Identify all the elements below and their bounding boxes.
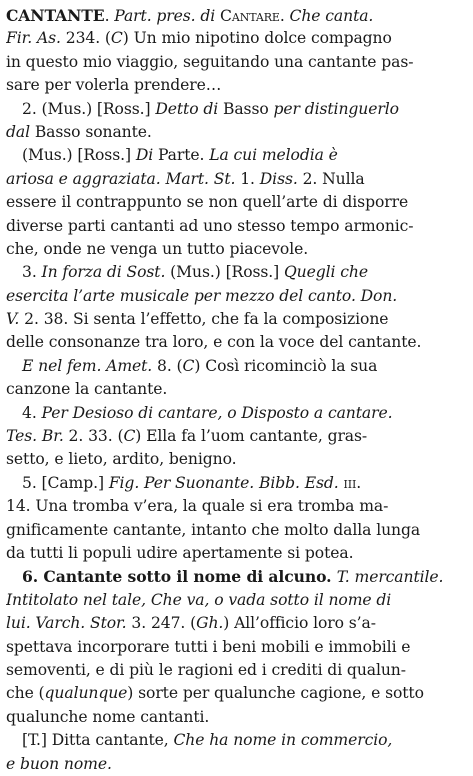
text-run: (Mus.) [Ross.]	[165, 263, 284, 282]
text-run: Che ha nome in commercio,	[173, 731, 393, 750]
text-line	[6, 308, 467, 331]
text-run: La cui melodia è	[209, 146, 338, 165]
text-line	[6, 144, 467, 167]
text-run: C	[123, 427, 136, 446]
text-line	[6, 215, 467, 238]
text-run: Part. pres. di	[114, 7, 221, 25]
text-line	[6, 74, 467, 97]
text-line	[6, 355, 467, 378]
text-run: 2. Nulla	[297, 169, 365, 188]
text-run: Che canta.	[289, 7, 374, 25]
text-line	[6, 589, 467, 612]
text-run: ) sorte per qualunche cagione, e sotto	[127, 684, 424, 703]
text-run: esercita l’arte musicale per mezzo del canto. Don.	[6, 286, 398, 305]
text-run: da tutti li populi udire apertamente si potea.	[6, 543, 354, 562]
text-run: iii	[343, 473, 357, 492]
text-run: Quegli che	[284, 263, 368, 282]
text-run: che, onde ne venga un tutto piacevole.	[6, 239, 309, 258]
text-line	[6, 519, 467, 542]
text-line	[6, 753, 467, 776]
text-run: essere il contrappunto se non quell’arte di disporre	[6, 193, 409, 212]
text-line	[6, 612, 467, 635]
text-run: dal	[6, 122, 30, 141]
text-line	[6, 495, 467, 518]
text-line	[6, 4, 467, 27]
text-line	[6, 542, 467, 565]
text-run: delle consonanze tra loro, e con la voce del cantante.	[6, 333, 422, 352]
text-run: E nel fem. Amet.	[22, 356, 153, 375]
text-run: 2. (Mus.) [Ross.]	[22, 99, 156, 118]
text-run: 4.	[22, 403, 42, 422]
text-run: ) Un mio nipotino dolce compagno	[122, 29, 392, 48]
text-run: 5. [Camp.]	[22, 473, 109, 492]
text-line	[6, 636, 467, 659]
text-line	[6, 378, 467, 401]
text-line	[6, 191, 467, 214]
text-run: C	[110, 29, 123, 48]
text-run: gnificamente cantante, intanto che molto dalla lunga	[6, 520, 421, 539]
text-run: ) Così ricominciò la sua	[194, 356, 378, 375]
text-run: qualunche nome cantanti.	[6, 707, 210, 726]
text-line	[6, 425, 467, 448]
text-run: Basso sonante.	[29, 122, 152, 141]
text-run: 2. 33. (	[63, 427, 124, 446]
text-run: lui. Varch. Stor.	[6, 614, 127, 633]
text-line	[6, 51, 467, 74]
text-run: ) All’officio loro s’a-	[223, 614, 376, 633]
text-run: Parte.	[153, 146, 210, 165]
text-run: .	[104, 7, 115, 25]
text-line	[6, 565, 467, 588]
text-run: Intitolato nel tale, Che va, o vada sotto il nome di	[6, 590, 392, 609]
text-line	[6, 121, 467, 144]
text-run: qualunque	[44, 684, 128, 703]
text-run: .	[279, 7, 290, 25]
text-run: 234. (	[60, 29, 111, 48]
text-run: .	[356, 473, 362, 492]
text-line	[6, 27, 467, 50]
text-run: sare per volerla prendere…	[6, 76, 222, 95]
text-run: (Mus.) [Ross.]	[22, 146, 136, 165]
text-run: Basso	[218, 99, 274, 118]
text-line	[6, 98, 467, 121]
text-run: setto, e lieto, ardito, benigno.	[6, 450, 237, 469]
text-line	[6, 729, 467, 752]
text-run: Di	[135, 146, 154, 165]
text-run: 1.	[235, 169, 260, 188]
text-run: spettava incorporare tutti i beni mobili e immobili e	[6, 637, 411, 656]
text-run: Gh.	[196, 614, 224, 633]
text-run: [T.] Ditta cantante,	[22, 731, 174, 750]
text-run: diverse parti cantanti ad uno stesso tempo armonic-	[6, 216, 414, 235]
text-run: 6. Cantante sotto il nome di alcuno.	[22, 567, 337, 587]
text-run: T. mercantile.	[336, 568, 444, 587]
text-run: Tes. Br.	[6, 427, 64, 446]
text-line	[6, 706, 467, 729]
text-line	[6, 659, 467, 682]
text-run: CANTANTE	[6, 6, 105, 25]
text-run: C	[182, 356, 195, 375]
text-run: 14. Una tromba v’era, la quale si era tromba ma-	[6, 497, 389, 516]
text-run: In forza di Sost.	[41, 263, 166, 282]
text-line	[6, 261, 467, 284]
text-run: e buon nome.	[6, 754, 112, 773]
text-line	[6, 448, 467, 471]
text-line	[6, 285, 467, 308]
text-run: 2. 38. Si senta l’effetto, che fa la composizione	[19, 310, 389, 329]
text-line	[6, 682, 467, 705]
text-run: 3. 247. (	[126, 614, 197, 633]
text-run: per distinguerlo	[273, 99, 399, 118]
text-run: ariosa e aggraziata. Mart. St.	[6, 169, 236, 188]
text-run: in questo mio viaggio, seguitando una cantante pas-	[6, 52, 414, 71]
text-run: Per Desioso di cantare, o Disposto a cantare.	[41, 403, 393, 422]
text-run: Diss.	[259, 169, 298, 188]
text-run: V.	[6, 310, 20, 329]
text-line	[6, 331, 467, 354]
text-line	[6, 472, 467, 495]
text-line	[6, 402, 467, 425]
text-run: Cantare	[220, 7, 280, 25]
text-run: 8. (	[152, 356, 183, 375]
text-run: 3.	[22, 263, 42, 282]
text-run: che (	[6, 684, 45, 703]
text-line	[6, 168, 467, 191]
text-run: canzone la cantante.	[6, 380, 168, 399]
text-run: Fig. Per Suonante. Bibb. Esd.	[108, 473, 339, 492]
text-run: Fir. As.	[6, 29, 61, 48]
text-run: semoventi, e di più le ragioni ed i crediti di qualun-	[6, 660, 406, 679]
text-line	[6, 238, 467, 261]
text-run: Detto di	[155, 99, 219, 118]
text-run: ) Ella fa l’uom cantante, gras-	[135, 427, 368, 446]
